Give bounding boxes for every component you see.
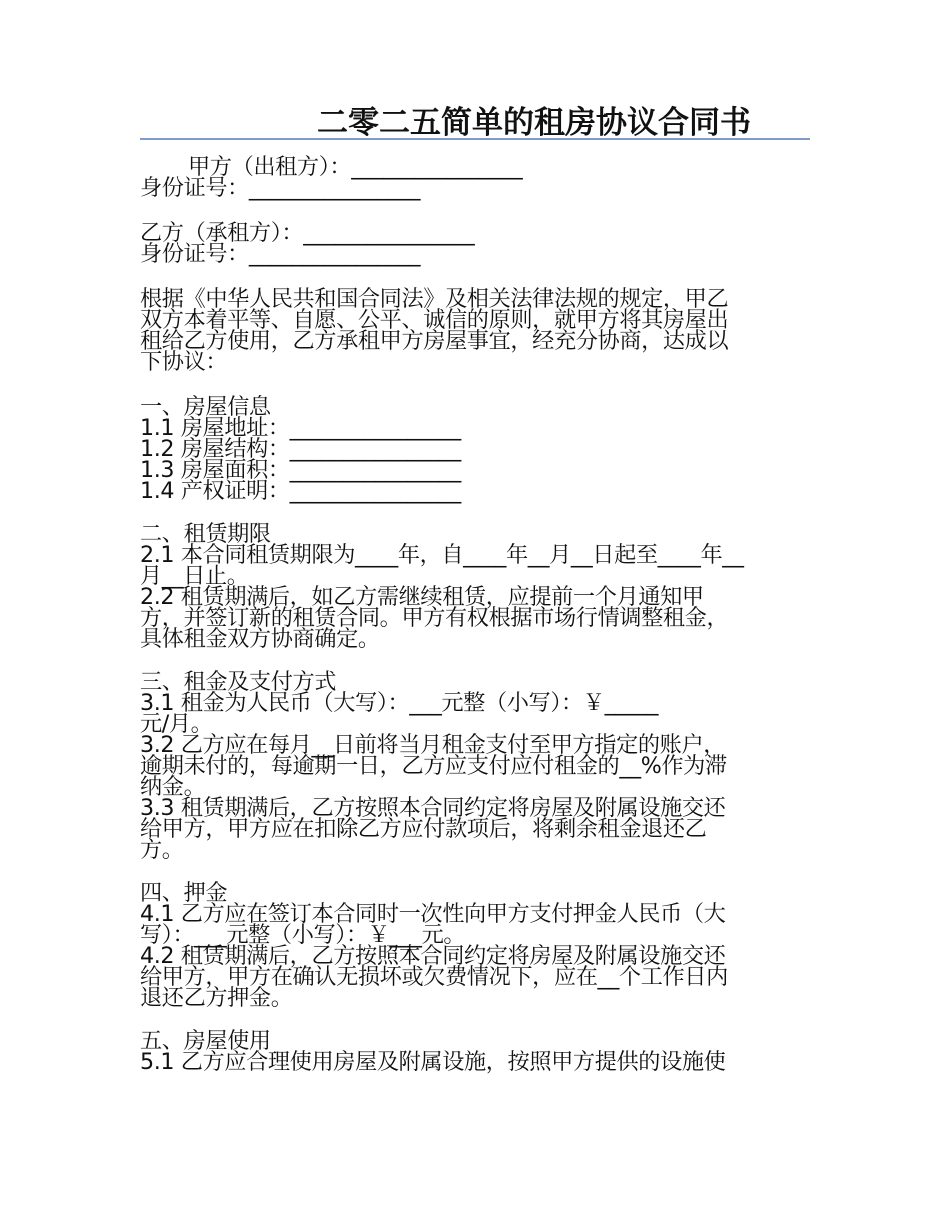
party-b-line: 乙方（承租方）：________________ (140, 220, 475, 246)
section-line: 2.2 租赁期满后，如乙方需继续租赁，应提前一个月通知甲 (140, 584, 704, 610)
section-heading: 三、租金及支付方式 (140, 669, 337, 695)
section-line: 纳金。 (140, 774, 206, 800)
section-line: 方。 (140, 837, 184, 863)
intro-line: 下协议： (140, 349, 228, 375)
section-line: 逾期未付的，每逾期一日，乙方应支付应付租金的__%作为滞 (140, 753, 727, 779)
section-line: 写）：___元整（小写）：￥___元。 (140, 922, 466, 948)
section-line: 3.2 乙方应在每月__日前将当月租金支付至甲方指定的账户， (140, 732, 726, 758)
section-line: 1.3 房屋面积：________________ (140, 457, 461, 483)
section-line: 1.1 房屋地址：________________ (140, 415, 461, 441)
section-line: 5.1 乙方应合理使用房屋及附属设施，按照甲方提供的设施使 (140, 1049, 726, 1075)
section-line: 月__日止。 (140, 563, 249, 589)
section-line: 方，并签订新的租赁合同。甲方有权根据市场行情调整租金， (140, 605, 729, 631)
intro-line: 双方本着平等、自愿、公平、诚信的原则，就甲方将其房屋出 (140, 307, 729, 333)
document-body (140, 154, 820, 1075)
section-line: 3.3 租赁期满后，乙方按照本合同约定将房屋及附属设施交还 (140, 795, 726, 821)
section-heading: 二、租赁期限 (140, 521, 271, 547)
section-line: 元/月。 (140, 711, 213, 737)
party-a-line: 甲方（出租方）：________________ (188, 154, 523, 180)
section-line: 1.4 产权证明：________________ (140, 478, 461, 504)
section-line: 给甲方，甲方在确认无损坏或欠费情况下，应在__个工作日内 (140, 964, 728, 990)
section-line: 给甲方，甲方应在扣除乙方应付款项后，将剩余租金退还乙 (140, 816, 707, 842)
section-line: 3.1 租金为人民币（大写）：___元整（小写）：￥_____ (140, 690, 659, 716)
section-line: 1.2 房屋结构：________________ (140, 436, 461, 462)
title-divider (140, 138, 810, 140)
intro-line: 根据《中华人民共和国合同法》及相关法律法规的规定，甲乙 (140, 286, 729, 312)
section-line: 退还乙方押金。 (140, 985, 293, 1011)
party-b-id-line: 身份证号：________________ (140, 241, 421, 267)
party-a-id-line: 身份证号：________________ (140, 175, 421, 201)
section-line: 具体租金双方协商确定。 (140, 626, 380, 652)
section-line: 4.1 乙方应在签订本合同时一次性向甲方支付押金人民币（大 (140, 901, 726, 927)
spacer (140, 861, 820, 883)
section-heading: 一、房屋信息 (140, 394, 271, 420)
section-heading: 五、房屋使用 (140, 1028, 271, 1054)
section-heading: 四、押金 (140, 880, 228, 906)
section-line: 2.1 本合同租赁期限为____年，自____年__月__日起至____年__ (140, 542, 744, 568)
section-line: 4.2 租赁期满后，乙方按照本合同约定将房屋及附属设施交还 (140, 943, 726, 969)
intro-line: 租给乙方使用，乙方承租甲方房屋事宜，经充分协商，达成以 (140, 328, 729, 354)
document-title: 二零二五简单的租房协议合同书 (317, 105, 751, 141)
